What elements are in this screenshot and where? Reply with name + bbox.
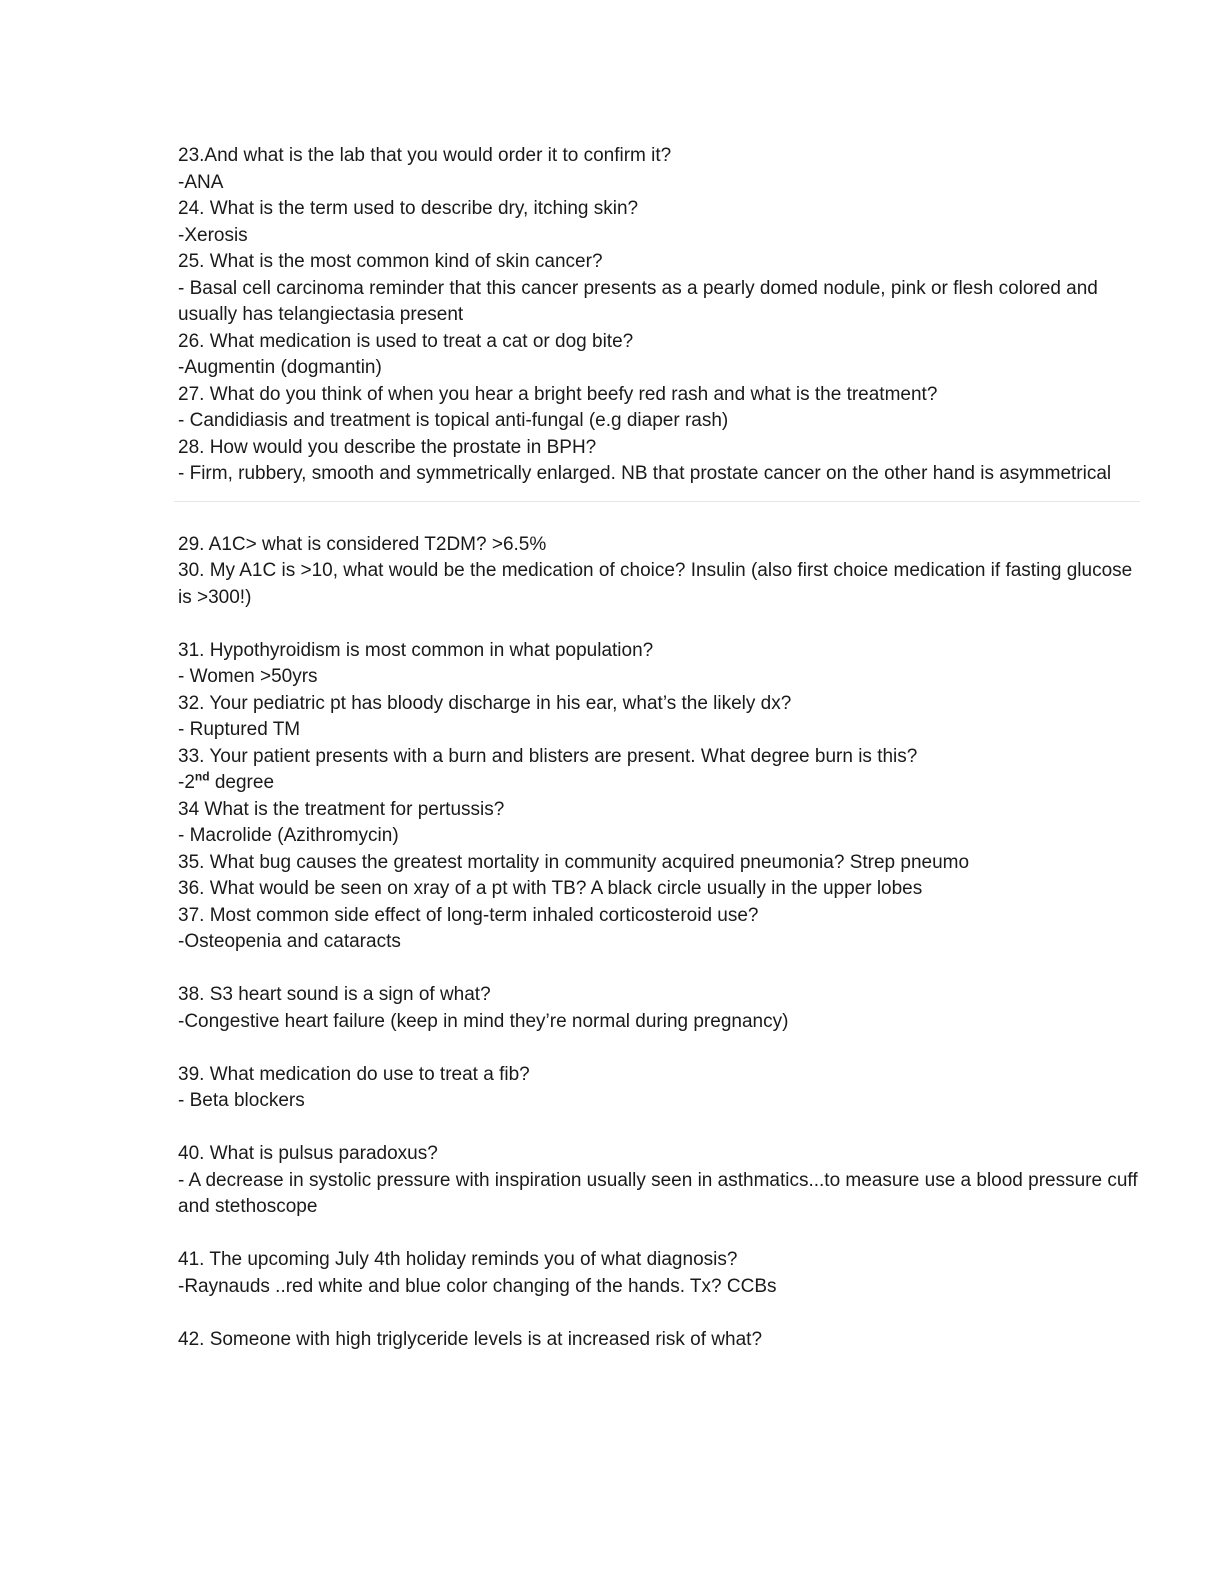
spacer — [178, 1035, 1138, 1062]
answer-23: -ANA — [178, 171, 224, 193]
answer-33-text: degree — [209, 772, 275, 793]
question-25: 25. What is the most common kind of skin cancer? — [178, 251, 603, 272]
answer-37: -Osteopenia and cataracts — [178, 931, 401, 952]
qa-section-2 — [178, 532, 1138, 1354]
question-31: 31. Hypothyroidism is most common in what population? — [178, 639, 654, 661]
question-33: 33. Your patient presents with a burn and blisters are present. What degree burn is this? — [178, 745, 918, 767]
answer-34: - Macrolide (Azithromycin) — [178, 825, 399, 846]
answer-26: -Augmentin (dogmantin) — [178, 357, 382, 378]
question-27: 27. What do you think of when you hear a bright beefy red rash and what is the treatment? — [178, 383, 938, 405]
question-24: 24. What is the term used to describe dry, itching skin? — [178, 198, 639, 219]
spacer — [178, 1115, 1138, 1142]
question-38: 38. S3 heart sound is a sign of what? — [178, 984, 491, 1005]
section-divider — [174, 501, 1140, 502]
answer-33-number: -2 — [178, 772, 195, 793]
question-23: 23.And what is the lab that you would order it to confirm it? — [178, 145, 672, 166]
question-36: 36. What would be seen on xray of a pt with TB? A black circle usually in the upper lobes — [178, 878, 923, 899]
question-26: 26. What medication is used to treat a cat or dog bite? — [178, 330, 634, 352]
qa-section-1 — [178, 143, 1138, 488]
answer-38: -Congestive heart failure (keep in mind they’re normal during pregnancy) — [178, 1010, 789, 1032]
question-41: 41. The upcoming July 4th holiday reminds you of what diagnosis? — [178, 1249, 738, 1270]
spacer — [178, 956, 1138, 983]
answer-32: - Ruptured TM — [178, 719, 301, 740]
question-42: 42. Someone with high triglyceride levels is at increased risk of what? — [178, 1328, 763, 1350]
answer-33 — [178, 770, 1138, 797]
question-28: 28. How would you describe the prostate in BPH? — [178, 436, 597, 458]
question-34: 34 What is the treatment for pertussis? — [178, 798, 505, 820]
answer-39: - Beta blockers — [178, 1090, 305, 1111]
spacer — [178, 1221, 1138, 1248]
question-29: 29. A1C> what is considered T2DM? >6.5% — [178, 533, 547, 555]
question-40: 40. What is pulsus paradoxus? — [178, 1143, 438, 1164]
question-35: 35. What bug causes the greatest mortality in community acquired pneumonia? Strep pneumo — [178, 851, 970, 873]
answer-41: -Raynauds ..red white and blue color changing of the hands. Tx? CCBs — [178, 1275, 777, 1297]
answer-33-ordinal: nd — [194, 769, 210, 784]
document-page — [178, 143, 1138, 1353]
answer-24: -Xerosis — [178, 224, 248, 246]
answer-40: - A decrease in systolic pressure with inspiration usually seen in asthmatics...to measure use a blood pressure cuff and stethoscope — [178, 1169, 1138, 1217]
question-37: 37. Most common side effect of long-term inhaled corticosteroid use? — [178, 904, 759, 926]
answer-28: - Firm, rubbery, smooth and symmetrically enlarged. NB that prostate cancer on the other hand is asymmetrical — [178, 463, 1112, 484]
spacer — [178, 1300, 1138, 1327]
spacer — [178, 611, 1138, 638]
answer-31: - Women >50yrs — [178, 666, 318, 687]
question-32: 32. Your pediatric pt has bloody discharge in his ear, what’s the likely dx? — [178, 692, 792, 714]
answer-27: - Candidiasis and treatment is topical anti-fungal (e.g diaper rash) — [178, 410, 729, 431]
question-30: 30. My A1C is >10, what would be the medication of choice? Insulin (also first choice medication if fasting glucose is >300!) — [178, 560, 1133, 608]
question-39: 39. What medication do use to treat a fib? — [178, 1063, 530, 1085]
answer-25: - Basal cell carcinoma reminder that this cancer presents as a pearly domed nodule, pink or flesh colored and usually has telangiectasia present — [178, 277, 1098, 325]
